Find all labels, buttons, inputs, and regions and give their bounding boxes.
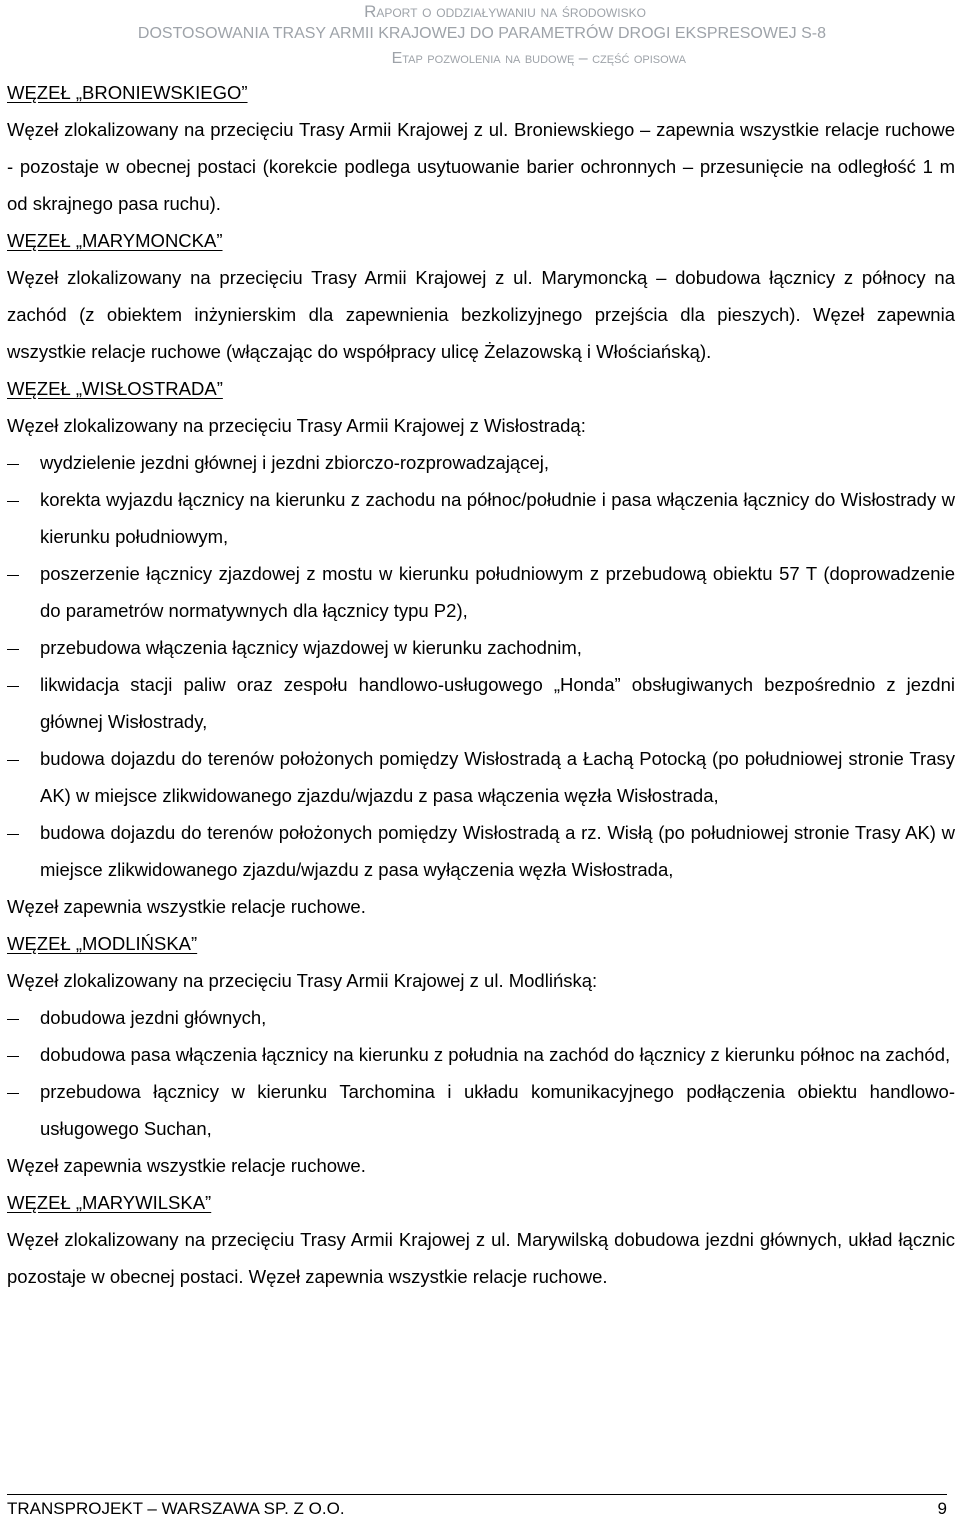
header-stage: Etap pozwolenia na budowę – część opisowa: [391, 50, 686, 67]
list-item-text: budowa dojazdu do terenów położonych pomiędzy Wisłostradą a rz. Wisłą (po południowej stronie Trasy AK) w miejsce zlikwidowanego zjazdu/wjazdu z pasa wyłączenia węzła Wisłostrada,: [40, 822, 955, 880]
list-item: [7, 666, 955, 740]
list-item-text: likwidacja stacji paliw oraz zespołu handlowo-usługowego „Honda” obsługiwanych bezpośrednio z jezdni głównej Wisłostrady,: [40, 674, 955, 732]
heading-marymoncka: WĘZEŁ „MARYMONCKA”: [7, 230, 223, 251]
footer-company: TRANSPROJEKT – WARSZAWA SP. Z O.O.: [7, 1499, 345, 1518]
header-report-title: Raport o oddziaływaniu na środowisko: [364, 2, 646, 21]
list-item: [7, 629, 955, 666]
heading-wislostrada: WĘZEŁ „WISŁOSTRADA”: [7, 378, 223, 399]
paragraph-broniewskiego: Węzeł zlokalizowany na przecięciu Trasy Armii Krajowej z ul. Broniewskiego – zapewnia wszystkie relacje ruchowe - pozostaje w obecnej postaci (korekcie podlega usytuowanie barier ochronnych – przesunięcie na odległość 1 m od skrajnego pasa ruchu).: [7, 119, 955, 214]
list-item-text: przebudowa włączenia łącznicy wjazdowej w kierunku zachodnim,: [40, 637, 582, 658]
intro-modlinska: Węzeł zlokalizowany na przecięciu Trasy Armii Krajowej z ul. Modlińską:: [7, 970, 598, 991]
list-item: [7, 555, 955, 629]
paragraph-marymoncka: Węzeł zlokalizowany na przecięciu Trasy Armii Krajowej z ul. Marymoncką – dobudowa łącznicy z północy na zachód (z obiektem inżynierskim dla zapewnienia bezkolizyjnego przejścia dla pieszych). Węzeł zapewnia wszystkie relacje ruchowe (włączając do współpracy ulicę Żelazowską i Włościańską).: [7, 267, 955, 362]
page-number: 9: [937, 1499, 947, 1518]
page-footer: [7, 1494, 947, 1519]
document-body: [7, 74, 955, 1295]
list-item-text: dobudowa jezdni głównych,: [40, 1007, 267, 1028]
list-item: [7, 1073, 955, 1147]
intro-wislostrada: Węzeł zlokalizowany na przecięciu Trasy Armii Krajowej z Wisłostradą:: [7, 415, 586, 436]
list-item: [7, 999, 955, 1036]
list-item: [7, 814, 955, 888]
list-item-text: poszerzenie łącznicy zjazdowej z mostu w kierunku południowym z przebudową obiektu 57 T (doprowadzenie do parametrów normatywnych dla łącznicy typu P2),: [40, 563, 955, 621]
list-modlinska: [7, 999, 955, 1147]
heading-broniewskiego: WĘZEŁ „BRONIEWSKIEGO”: [7, 82, 248, 103]
closing-modlinska: Węzeł zapewnia wszystkie relacje ruchowe.: [7, 1155, 366, 1176]
list-item-text: wydzielenie jezdni głównej i jezdni zbiorczo-rozprowadzającej,: [40, 452, 550, 473]
closing-wislostrada: Węzeł zapewnia wszystkie relacje ruchowe.: [7, 896, 366, 917]
list-item: [7, 740, 955, 814]
list-item-text: przebudowa łącznicy w kierunku Tarchomina i układu komunikacyjnego podłączenia obiektu handlowo-usługowego Suchan,: [40, 1081, 955, 1139]
heading-modlinska: WĘZEŁ „MODLIŃSKA”: [7, 933, 198, 954]
paragraph-marywilska: Węzeł zlokalizowany na przecięciu Trasy Armii Krajowej z ul. Marywilską dobudowa jezdni głównych, układ łącznic pozostaje w obecnej postaci. Węzeł zapewnia wszystkie relacje ruchowe.: [7, 1229, 955, 1287]
list-item-text: budowa dojazdu do terenów położonych pomiędzy Wisłostradą a Łachą Potocką (po południowej stronie Trasy AK) w miejsce zlikwidowanego zjazdu/wjazdu z pasa włączenia węzła Wisłostrada,: [40, 748, 955, 806]
list-item: [7, 481, 955, 555]
header-project-title: DOSTOSOWANIA TRASY ARMII KRAJOWEJ DO PARAMETRÓW DROGI EKSPRESOWEJ S-8: [137, 25, 826, 42]
list-item-text: dobudowa pasa włączenia łącznicy na kierunku z południa na zachód do łącznicy z kierunku północ na zachód,: [40, 1044, 951, 1065]
list-item: [7, 1036, 955, 1073]
list-wislostrada: [7, 444, 955, 888]
list-item: [7, 444, 955, 481]
page-header: [0, 0, 960, 72]
heading-marywilska: WĘZEŁ „MARYWILSKA”: [7, 1192, 212, 1213]
list-item-text: korekta wyjazdu łącznicy na kierunku z zachodu na północ/południe i pasa włączenia łącznicy do Wisłostrady w kierunku południowym,: [40, 489, 955, 547]
